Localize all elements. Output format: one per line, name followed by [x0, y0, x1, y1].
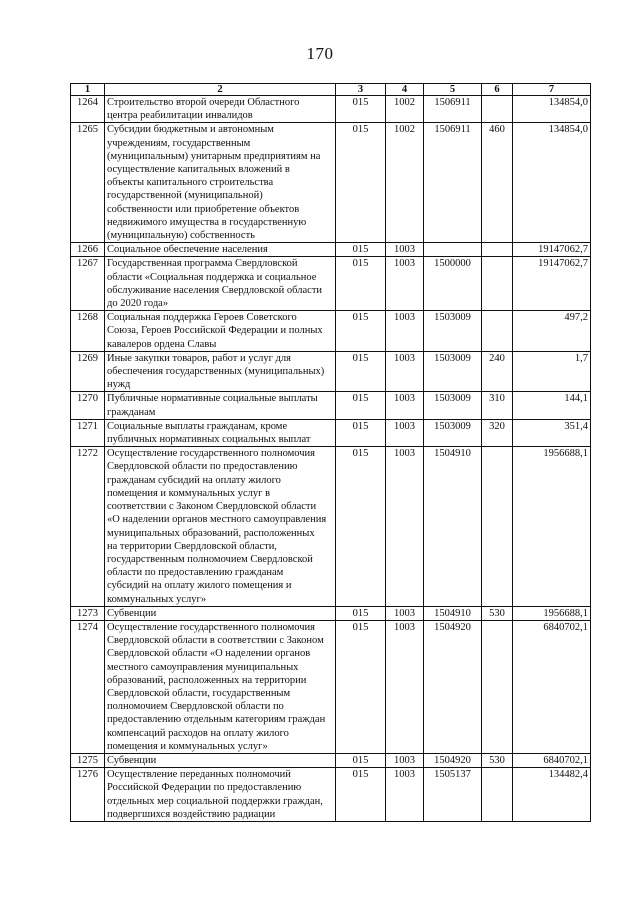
row-description-cell: Социальные выплаты гражданам, кроме публичных нормативных социальных выплат: [105, 419, 336, 446]
row-code-5-cell: 1504910: [424, 606, 482, 620]
row-number-cell: 1268: [71, 311, 105, 352]
header-col-6: 6: [482, 84, 513, 96]
row-number-cell: 1274: [71, 620, 105, 753]
row-number-cell: 1269: [71, 351, 105, 392]
row-description-cell: Субсидии бюджетным и автономным учреждениям, государственным (муниципальным) унитарным предприятиям на осуществление капитальных вложений в объекты капитального строительства государственной (муниципальной) собственности или приобретение объектов недвижимого имущества в государственную (муниципальную) собственность: [105, 123, 336, 243]
row-code-6-cell: 460: [482, 123, 513, 243]
row-amount-cell: 351,4: [513, 419, 591, 446]
table-row: [71, 620, 591, 753]
row-number-cell: 1267: [71, 257, 105, 311]
row-code-3-cell: 015: [336, 447, 386, 606]
row-code-4-cell: 1002: [386, 96, 424, 123]
row-code-6-cell: [482, 620, 513, 753]
row-number-cell: 1265: [71, 123, 105, 243]
row-description-cell: Осуществление государственного полномочия Свердловской области в соответствии с Законом Свердловской области «О наделении органов местного самоуправления муниципальных образований, расположенных на территории Свердловской области, государственным полномочием Свердловской области по предоставлению отдельным категориям граждан компенсаций расходов на оплату жилого помещения и коммунальных услуг»: [105, 620, 336, 753]
row-amount-cell: 134482,4: [513, 768, 591, 822]
row-code-6-cell: [482, 257, 513, 311]
row-number-cell: 1271: [71, 419, 105, 446]
row-code-3-cell: 015: [336, 257, 386, 311]
row-code-3-cell: 015: [336, 419, 386, 446]
row-code-4-cell: 1003: [386, 419, 424, 446]
table-header-row: [71, 84, 591, 96]
header-col-4: 4: [386, 84, 424, 96]
row-number-cell: 1275: [71, 753, 105, 767]
budget-table: [70, 83, 591, 822]
row-code-5-cell: 1500000: [424, 257, 482, 311]
row-number-cell: 1272: [71, 447, 105, 606]
row-code-3-cell: 015: [336, 311, 386, 352]
row-amount-cell: 134854,0: [513, 123, 591, 243]
row-code-4-cell: 1003: [386, 257, 424, 311]
row-code-3-cell: 015: [336, 351, 386, 392]
header-col-5: 5: [424, 84, 482, 96]
row-code-5-cell: [424, 243, 482, 257]
row-code-4-cell: 1003: [386, 311, 424, 352]
row-number-cell: 1264: [71, 96, 105, 123]
table-row: [71, 447, 591, 606]
table-row: [71, 96, 591, 123]
header-col-7: 7: [513, 84, 591, 96]
row-description-cell: Субвенции: [105, 606, 336, 620]
table-row: [71, 768, 591, 822]
row-description-cell: Иные закупки товаров, работ и услуг для обеспечения государственных (муниципальных) нужд: [105, 351, 336, 392]
row-code-4-cell: 1003: [386, 243, 424, 257]
row-code-4-cell: 1003: [386, 768, 424, 822]
row-description-cell: Социальное обеспечение населения: [105, 243, 336, 257]
row-description-cell: Публичные нормативные социальные выплаты гражданам: [105, 392, 336, 419]
row-code-3-cell: 015: [336, 753, 386, 767]
row-amount-cell: 134854,0: [513, 96, 591, 123]
row-code-3-cell: 015: [336, 123, 386, 243]
row-amount-cell: 6840702,1: [513, 753, 591, 767]
table-row: [71, 392, 591, 419]
row-number-cell: 1270: [71, 392, 105, 419]
row-code-5-cell: 1504910: [424, 447, 482, 606]
row-amount-cell: 1956688,1: [513, 447, 591, 606]
row-code-5-cell: 1503009: [424, 311, 482, 352]
row-description-cell: Социальная поддержка Героев Советского Союза, Героев Российской Федерации и полных кавалеров ордена Славы: [105, 311, 336, 352]
row-amount-cell: 144,1: [513, 392, 591, 419]
row-code-5-cell: 1506911: [424, 123, 482, 243]
row-code-6-cell: 320: [482, 419, 513, 446]
header-col-3: 3: [336, 84, 386, 96]
row-code-6-cell: [482, 96, 513, 123]
table-row: [71, 606, 591, 620]
row-number-cell: 1276: [71, 768, 105, 822]
row-amount-cell: 6840702,1: [513, 620, 591, 753]
page-number: 170: [306, 44, 334, 63]
row-code-5-cell: 1503009: [424, 351, 482, 392]
row-number-cell: 1273: [71, 606, 105, 620]
row-code-3-cell: 015: [336, 606, 386, 620]
row-code-6-cell: [482, 311, 513, 352]
table-row: [71, 753, 591, 767]
table-row: [71, 243, 591, 257]
row-description-cell: Субвенции: [105, 753, 336, 767]
row-amount-cell: 1,7: [513, 351, 591, 392]
table-row: [71, 257, 591, 311]
row-code-6-cell: 530: [482, 606, 513, 620]
row-code-4-cell: 1003: [386, 351, 424, 392]
row-code-6-cell: [482, 447, 513, 606]
row-description-cell: Строительство второй очереди Областного центра реабилитации инвалидов: [105, 96, 336, 123]
row-code-6-cell: [482, 243, 513, 257]
row-code-6-cell: 310: [482, 392, 513, 419]
header-col-2: 2: [105, 84, 336, 96]
table-row: [71, 311, 591, 352]
row-code-5-cell: 1504920: [424, 753, 482, 767]
row-code-3-cell: 015: [336, 768, 386, 822]
row-code-4-cell: 1003: [386, 447, 424, 606]
row-amount-cell: 19147062,7: [513, 243, 591, 257]
row-code-5-cell: 1506911: [424, 96, 482, 123]
row-amount-cell: 19147062,7: [513, 257, 591, 311]
row-code-3-cell: 015: [336, 243, 386, 257]
table-row: [71, 419, 591, 446]
row-description-cell: Осуществление государственного полномочия Свердловской области по предоставлению гражданам субсидий на оплату жилого помещения и коммунальных услуг в соответствии с Законом Свердловской области «О наделении органов местного самоуправления муниципальных образований, расположенных на территории Свердловской области, государственным полномочием Свердловской области по предоставлению гражданам субсидий на оплату жилого помещения и коммунальных услуг»: [105, 447, 336, 606]
row-code-4-cell: 1003: [386, 753, 424, 767]
row-code-5-cell: 1503009: [424, 392, 482, 419]
row-code-5-cell: 1503009: [424, 419, 482, 446]
table-row: [71, 123, 591, 243]
row-code-5-cell: 1505137: [424, 768, 482, 822]
table-body: [71, 96, 591, 822]
row-description-cell: Государственная программа Свердловской области «Социальная поддержка и социальное обслуживание населения Свердловской области до 2020 года»: [105, 257, 336, 311]
row-code-5-cell: 1504920: [424, 620, 482, 753]
row-amount-cell: 497,2: [513, 311, 591, 352]
table-row: [71, 351, 591, 392]
row-code-3-cell: 015: [336, 620, 386, 753]
row-code-6-cell: 240: [482, 351, 513, 392]
row-code-3-cell: 015: [336, 96, 386, 123]
row-description-cell: Осуществление переданных полномочий Российской Федерации по предоставлению отдельных мер социальной поддержки граждан, подвергшихся воздействию радиации: [105, 768, 336, 822]
row-code-6-cell: 530: [482, 753, 513, 767]
row-amount-cell: 1956688,1: [513, 606, 591, 620]
row-code-6-cell: [482, 768, 513, 822]
header-col-1: 1: [71, 84, 105, 96]
row-code-4-cell: 1002: [386, 123, 424, 243]
row-code-4-cell: 1003: [386, 620, 424, 753]
row-code-3-cell: 015: [336, 392, 386, 419]
row-code-4-cell: 1003: [386, 392, 424, 419]
row-number-cell: 1266: [71, 243, 105, 257]
row-code-4-cell: 1003: [386, 606, 424, 620]
